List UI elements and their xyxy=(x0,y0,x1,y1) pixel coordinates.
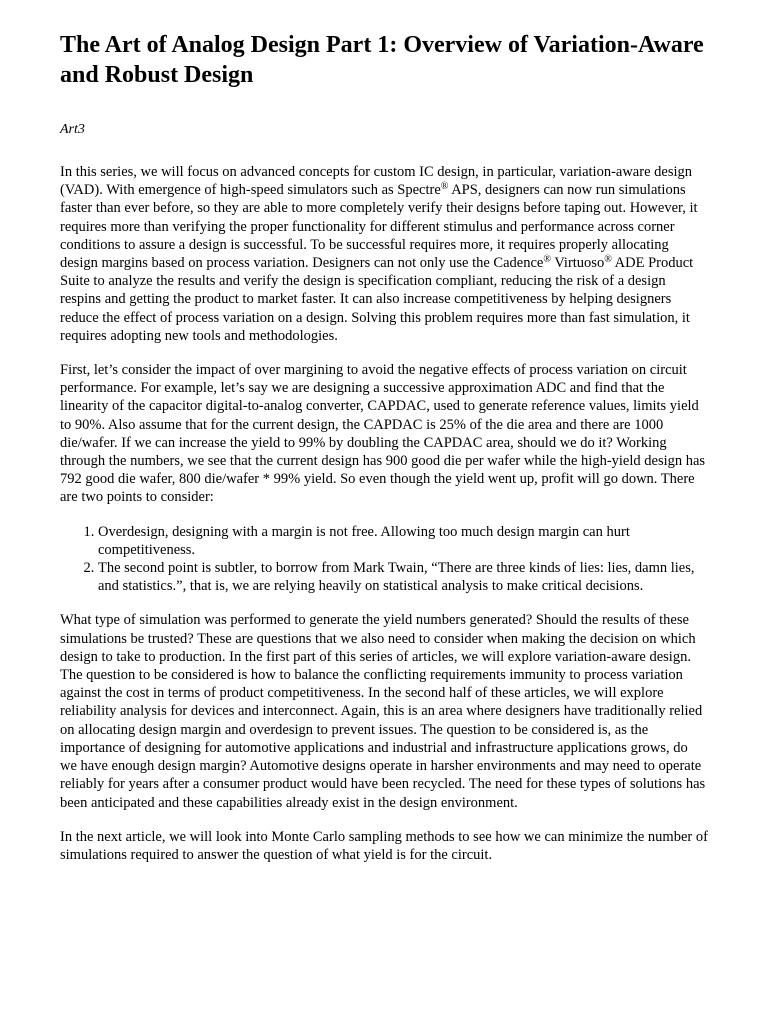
paragraph-next-article: In the next article, we will look into Monte Carlo sampling methods to see how we can minimize the number of simulations required to answer the question of what yield is for the circuit. xyxy=(60,828,708,863)
paragraph-intro-part-d: ADE Product Suite to analyze the results and verify the design is specification compliant, reducing the risk of a design respins and getting the product to market faster. It can also increase competitiveness by helping designers reduce the effect of process variation on a design. Solving this problem requires more than fast simulation, it requires adopting new tools and methodologies. xyxy=(60,255,694,344)
paragraph-over-margining: First, let’s consider the impact of over margining to avoid the negative effects of process variation on circuit performance. For example, let’s say we are designing a successive approximation ADC and find that the linearity of the capacitor digital-to-analog converter, CAPDAC, used to generate reference values, limits yield to 90%. Also assume that for the current design, the CAPDAC is 25% of the die area and there are 1000 die/wafer. If we can increase the yield to 99% by doubling the CAPDAC area, should we do it? Working through the numbers, we see that the current design has 900 good die per wafer while the high-yield design has 792 good die wafer, 800 die/wafer * 99% yield. So even though the yield went up, profit will go down. There are two points to consider: xyxy=(60,362,706,506)
paragraph-intro xyxy=(60,163,708,345)
author-name: Art3 xyxy=(60,122,85,137)
list-item: 1. Overdesign, designing with a margin is not free. Allowing too much design margin can hurt competitiveness. xyxy=(98,523,708,559)
paragraph-simulation-questions: What type of simulation was performed to generate the yield numbers generated? Should the results of these simulations be trusted? These are questions that we also need to consider when making the decision on which design to take to production. In the first part of this series of articles, we will explore variation-aware design. The question to be considered is how to balance the conflicting requirements immunity to process variation against the cost in terms of product competitiveness. In the second half of these articles, we will explore reliability analysis for devices and interconnect. Again, this is an area where designers have traditionally relied on allocating design margin and overdesign to prevent issues. The question to be considered is, as the importance of designing for automotive applications and industrial and infrastructure applications grows, do we have enough design margin? Automotive designs operate in harsher environments and may need to operate reliably for years after a consumer product would have been recycled. The need for these types of solutions has been anticipated and these capabilities already exist in the design environment. xyxy=(60,612,706,811)
paragraph-intro-part-b: APS, designers can now run simulations faster than ever before, so they are able to more completely verify their designs before taping out. However, it requires more than verifying the proper functionality for different stimulus and performance across corner conditions to assure a design is successful. To be successful requires more, it requires properly allocating design margins based on process variation. Designers can not only use the Cadence xyxy=(60,182,698,272)
article-title: The Art of Analog Design Part 1: Overview of Variation-Aware and Robust Design xyxy=(60,32,704,88)
list-item: 2. The second point is subtler, to borrow from Mark Twain, “There are three kinds of lies: lies, damn lies, and statistics.”, that is, we are relying heavily on statistical analysis to make critical decisions. xyxy=(98,559,708,595)
paragraph-intro-part-c: Virtuoso xyxy=(550,255,605,272)
registered-mark: ® xyxy=(604,254,612,266)
points-list xyxy=(60,523,708,596)
registered-mark: ® xyxy=(543,254,551,266)
paragraph-intro-part-a: In this series, we will focus on advanced concepts for custom IC design, in particular, variation-aware design (VAD). With emergence of high-speed simulators such as Spectre xyxy=(60,164,692,199)
registered-mark: ® xyxy=(440,181,449,193)
article-body xyxy=(60,163,708,864)
